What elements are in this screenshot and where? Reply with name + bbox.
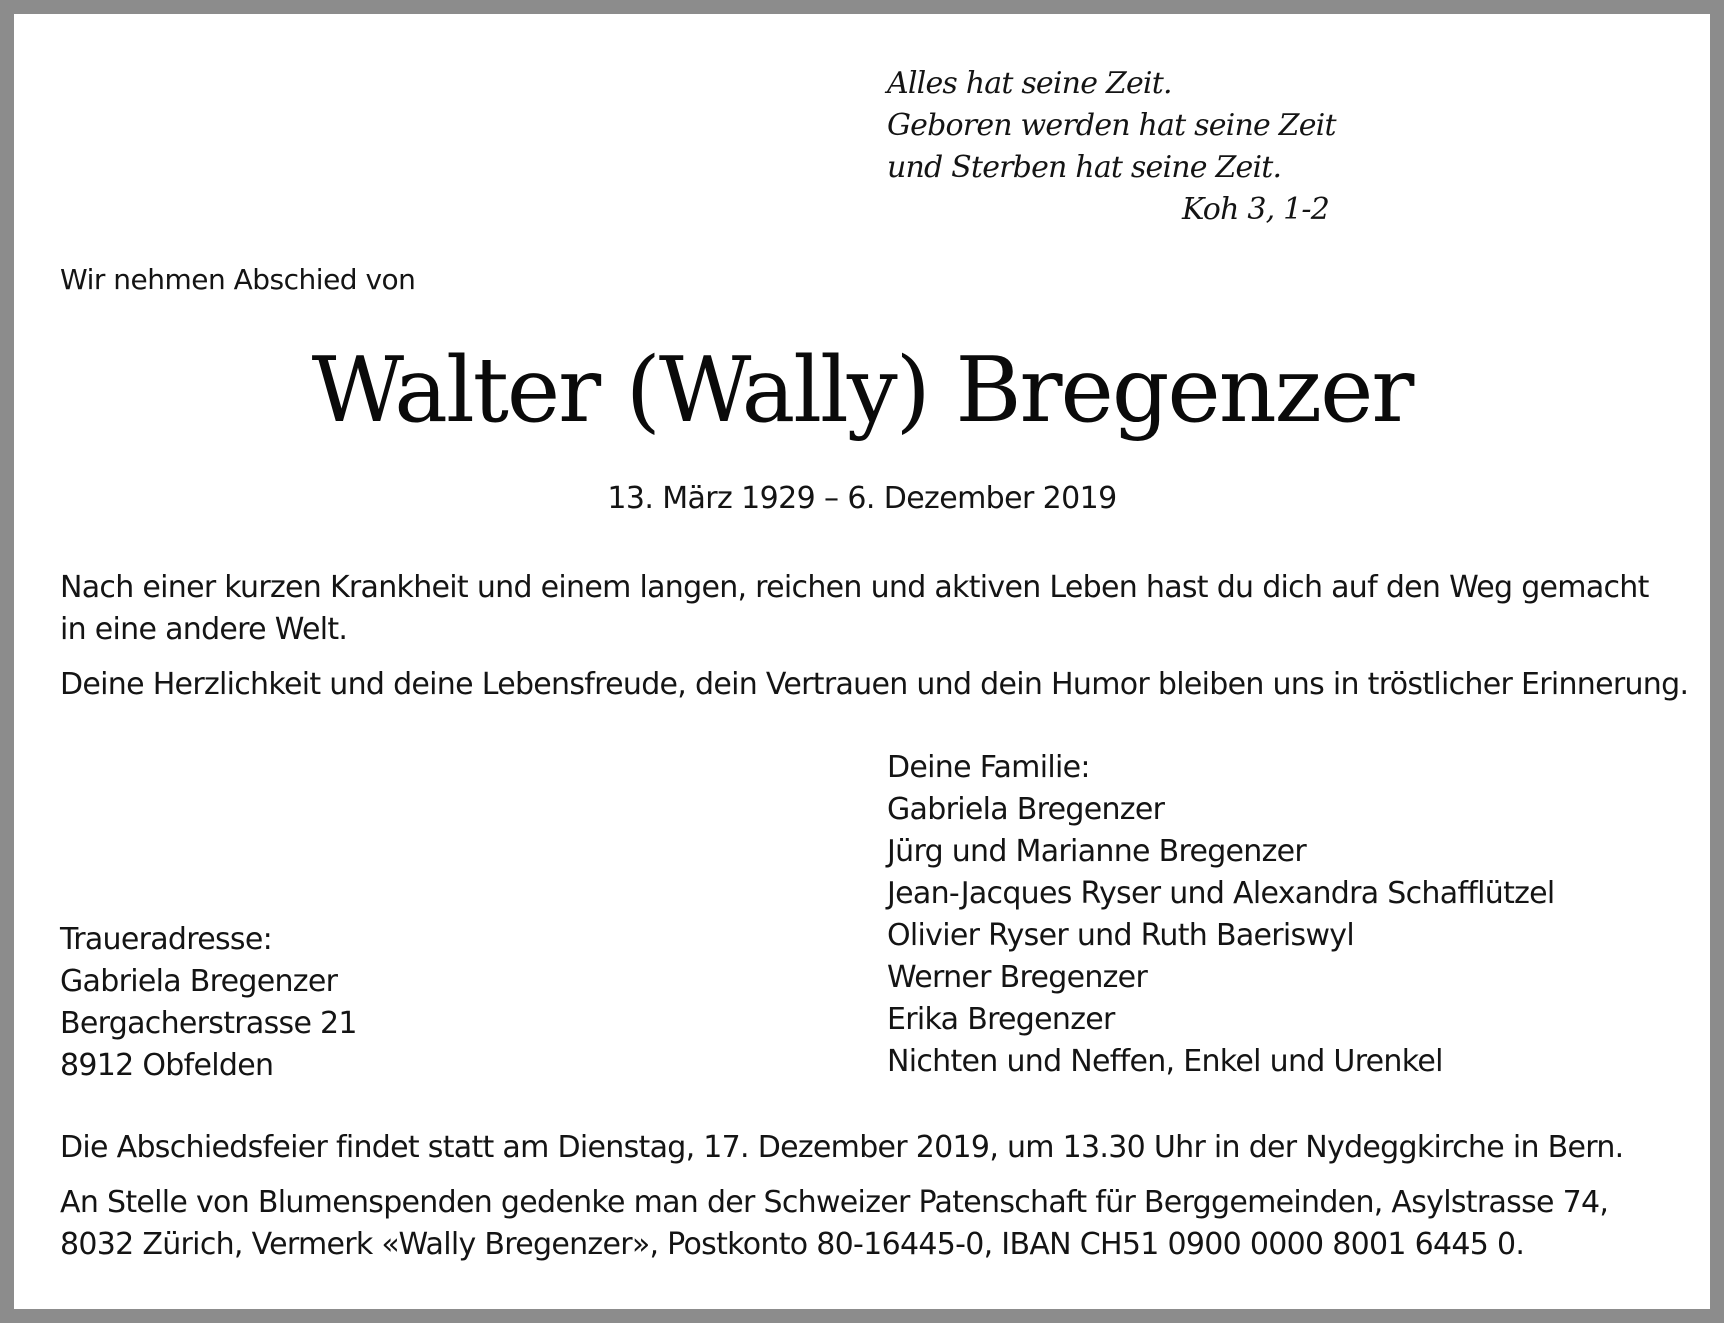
quote-line: und Sterben hat seine Zeit.: [887, 150, 1282, 185]
address-line: 8912 Obfelden: [60, 1048, 274, 1083]
family-list: [887, 747, 1555, 1083]
address-line: Bergacherstrasse 21: [60, 1006, 357, 1041]
quote-line: Geboren werden hat seine Zeit: [887, 108, 1336, 143]
quote-reference: Koh 3, 1-2: [1182, 192, 1329, 227]
family-member: Jean-Jacques Ryser und Alexandra Schafflützel: [887, 876, 1555, 911]
donation-line: 8032 Zürich, Vermerk «Wally Bregenzer», Postkonto 80-16445-0, IBAN CH51 0900 0000 8001 6445 0.: [60, 1227, 1525, 1262]
life-dates: 13. März 1929 – 6. Dezember 2019: [607, 481, 1117, 516]
donation-line: An Stelle von Blumenspenden gedenke man der Schweizer Patenschaft für Berggemeinden, Asylstrasse 74,: [60, 1185, 1609, 1220]
mourning-address: [60, 919, 357, 1087]
family-member: Erika Bregenzer: [887, 1002, 1115, 1037]
intro-text: Wir nehmen Abschied von: [60, 263, 416, 296]
family-member: Jürg und Marianne Bregenzer: [887, 834, 1307, 869]
memory-paragraph: Deine Herzlichkeit und deine Lebensfreude, dein Vertrauen und dein Humor bleiben uns in tröstlicher Erinnerung.: [60, 667, 1689, 702]
obituary-page: [14, 14, 1710, 1309]
family-heading: Deine Familie:: [887, 750, 1090, 785]
bible-quote: [887, 63, 1336, 231]
family-member: Olivier Ryser und Ruth Baeriswyl: [887, 918, 1354, 953]
paragraph-line: in eine andere Welt.: [60, 612, 348, 647]
quote-line: Alles hat seine Zeit.: [887, 66, 1172, 101]
address-line: Gabriela Bregenzer: [60, 964, 338, 999]
family-member: Nichten und Neffen, Enkel und Urenkel: [887, 1044, 1443, 1079]
family-member: Gabriela Bregenzer: [887, 792, 1165, 827]
donation-notice: [60, 1182, 1660, 1266]
deceased-name: Walter (Wally) Bregenzer: [311, 338, 1413, 443]
address-heading: Traueradresse:: [60, 922, 273, 957]
paragraph-line: Nach einer kurzen Krankheit und einem langen, reichen und aktiven Leben hast du dich auf den Weg gemacht: [60, 570, 1649, 605]
family-member: Werner Bregenzer: [887, 960, 1148, 995]
ceremony-notice: Die Abschiedsfeier findet statt am Dienstag, 17. Dezember 2019, um 13.30 Uhr in der Nydeggkirche in Bern.: [60, 1130, 1624, 1165]
farewell-paragraph: [60, 567, 1660, 651]
